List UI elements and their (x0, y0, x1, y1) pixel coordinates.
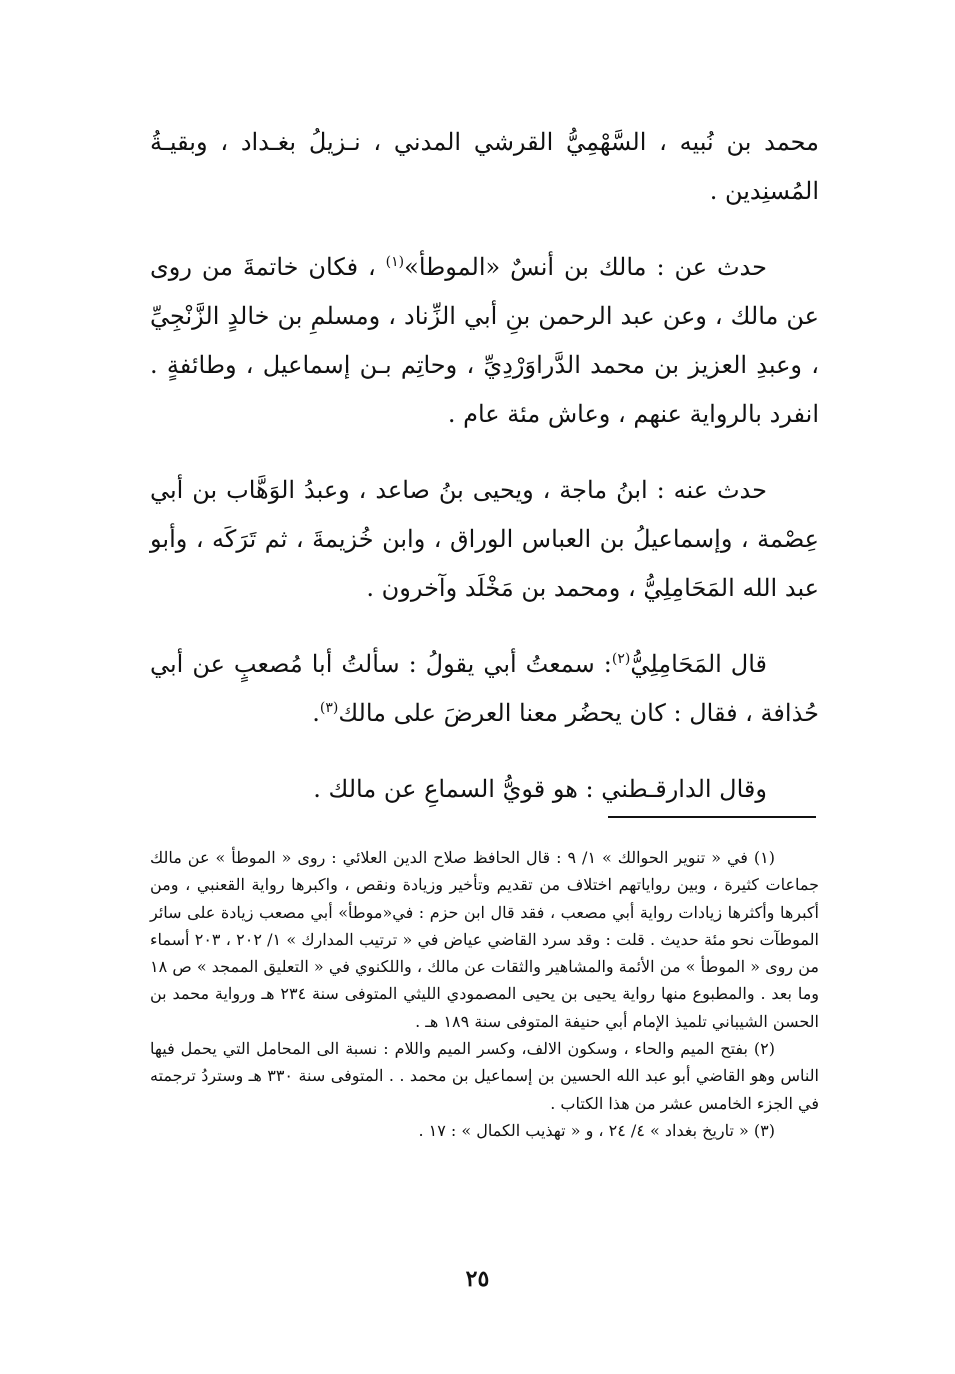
main-text (150, 118, 819, 814)
paragraph-4-start: قال المَحَامِلِيُّ (630, 650, 767, 678)
footnote-marker-2: (٢) (611, 651, 631, 667)
footnote-1: (١) في « تنوير الحوالك » ١/ ٩ : قال الحافظ صلاح الدين العلائي : روى « الموطأ » عن مالك جماعات كثيرة ، وبين رواياتهم اختلاف من تقديم وتأخير وزيادة ونقص ، واكبرها رواية القعنبي ، ومن أكبرها وأكثرها زيادات رواية أبي مصعب ، فقد قال ابن حزم : في«موطأ» أبي مصعب زيادة على سائر الموطآت نحو مئة حديث . قلت : وقد سرد القاضي عياض في « ترتيب المدارك » ١/ ٢٠٢ ، ٢٠٣ أسماء من روى « الموطأ » من الأئمة والمشاهير والثقات عن مالك ، واللكنوي في « التعليق الممجد » ص ١٨ وما بعد . والمطبوع منها رواية يحيى بن يحيى المصمودي الليثي المتوفى سنة ٢٣٤ هـ ورواية محمد بن الحسن الشيباني تلميذ الإمام أبي حنيفة المتوفى سنة ١٨٩ هـ . (150, 848, 819, 1031)
footnotes (150, 844, 819, 1144)
paragraph-2-rest: ، فكان خاتمةَ من روى عن مالك ، وعن عبد الرحمن بنِ أبي الزِّناد ، ومسلمِ بن خالدٍ الزَّنْجِيِّ ، وعبدِ العزيز بن محمد الدَّراوَرْدِيِّ ، وحاتِم بـن إسماعيل ، وطائفةٍ . انفرد بالرواية عنهم ، وعاش مئة عام . (150, 253, 819, 428)
paragraph-4-rest: : سمعتُ أبي يقولُ : سألتُ أبا مُصعبٍ عن أبي حُذافة ، فقال : كان يحضُر معنا العرضَ على مالك (150, 650, 819, 727)
paragraph-5: وقال الدارقـطني : هو قويُّ السماعِ عن مالك . (313, 775, 767, 803)
paragraph-2 (150, 243, 819, 439)
footnote-marker-3: (٣) (319, 700, 339, 716)
footnote-marker-1: (١) (385, 254, 405, 270)
page-number: ٢٥ (465, 1266, 490, 1292)
paragraph-1: محمد بن نُبيه ، السَّهْمِيُّ القرشي المدني ، نـزيلُ بغـداد ، وبقيـةُ المُسنِدين . (150, 128, 819, 205)
paragraph-4-end: . (312, 699, 320, 727)
footnote-separator (608, 816, 816, 818)
footnote-2: (٢) بفتح الميم والحاء ، وسكون الالف، وكسر الميم واللام : نسبة الى المحامل التي يحمل فيها الناس وهو القاضي أبو عبد الله الحسين بن إسماعيل بن محمد . . المتوفى سنة ٣٣٠ هـ وستردُ ترجمته في الجزء الخامس عشر من هذا الكتاب . (150, 1039, 819, 1113)
paragraph-3: حدث عنه : ابنُ ماجة ، ويحيى بنُ صاعد ، وعبدُ الوَهَّاب بن أبي عِصْمة ، وإسماعيلُ بن العباس الوراق ، وابن خُزيمةَ ، ثم تَرَكَه ، وأبو عبد الله المَحَامِلِيُّ ، ومحمد بن مَخْلَد وآخرون . (150, 476, 819, 602)
footnote-3: (٣) « تاريخ بغداد » ٤/ ٢٤ ، و « تهذيب الكمال » : ١٧ . (418, 1120, 775, 1140)
paragraph-2-start: حدث عن : مالك بن أنسٌ «الموطأ» (404, 253, 767, 281)
paragraph-4 (150, 640, 819, 738)
